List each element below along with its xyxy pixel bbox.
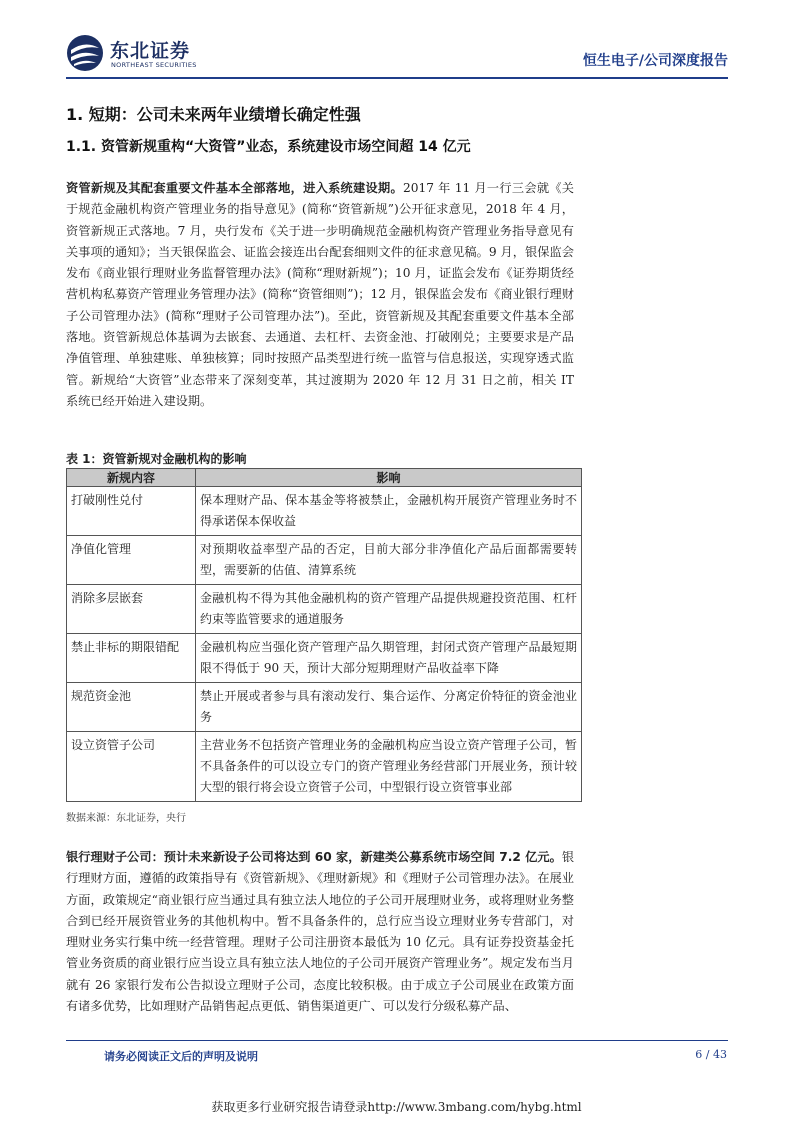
header-divider xyxy=(66,77,728,79)
download-note: 获取更多行业研究报告请登录http://www.3mbang.com/hybg.html xyxy=(211,1100,582,1114)
paragraph-body: 2017 年 11 月一行三会就《关于规范金融机构资产管理业务的指导意见》(简称“资管新规”)公开征求意见，2018 年 4 月，资管新规正式落地。7 月，央行发布《关于进一步明确规范金融机构资产管理业务指导意见有关事项的通知》；当天银保监会、证监会接连出台配套细则文件的征求意见稿。9 月，银保监会发布《商业银行理财业务监督管理办法》(简称“理财新规”)；10 月，证监会发布《证券期货经营机构私募资产管理业务管理办法》(简称“资管细则”)；12 月，银保监会发布《商业银行理财子公司管理办法》(简称“理财子公司管理办法”)。至此，资管新规及其配套重要文件基本全部落地。资管新规总体基调为去嵌套、去通道、去杠杆、去资金池、打破刚兑；主要要求是产品净值管理、单独建账、单独核算；同时按照产品类型进行统一监管与信息报送，实现穿透式监管。新规给“大资管”业态带来了深刻变革，其过渡期为 2020 年 12 月 31 日之前，相关 IT 系统已经开始进入建设期。 xyxy=(66,181,574,408)
table-row xyxy=(67,536,582,585)
table-caption: 表 1：资管新规对金融机构的影响 xyxy=(66,452,247,466)
impact-cell: 保本理财产品、保本基金等将被禁止，金融机构开展资产管理业务时不得承诺保本保收益 xyxy=(196,487,582,536)
table-row xyxy=(67,487,582,536)
impact-cell: 主营业务不包括资产管理业务的金融机构应当设立资产管理子公司，暂不具备条件的可以设立专门的资产管理业务经营部门开展业务，预计较大型的银行将会设立资管子公司，中型银行设立资管事业部 xyxy=(196,732,582,802)
impact-cell: 金融机构不得为其他金融机构的资产管理产品提供规避投资范围、杠杆约束等监管要求的通道服务 xyxy=(196,585,582,634)
section-heading: 1. 短期：公司未来两年业绩增长确定性强 xyxy=(66,105,361,124)
page-number: 6 / 43 xyxy=(695,1048,727,1061)
footer-disclaimer: 请务必阅读正文后的声明及说明 xyxy=(104,1050,258,1063)
paragraph-asset-management-rules xyxy=(66,178,574,412)
impact-cell: 金融机构应当强化资产管理产品久期管理，封闭式资产管理产品最短期限不得低于 90 天，预计大部分短期理财产品收益率下降 xyxy=(196,634,582,683)
table-row xyxy=(67,732,582,802)
rule-cell: 打破刚性兑付 xyxy=(67,487,196,536)
table-header-row xyxy=(67,469,582,487)
logo-text-cn: 东北证券 xyxy=(110,40,191,62)
rule-cell: 规范资金池 xyxy=(67,683,196,732)
column-header-rule: 新规内容 xyxy=(67,469,196,487)
table-row xyxy=(67,683,582,732)
paragraph-bank-wealth-subsidiary xyxy=(66,847,574,1017)
logo-text-en: NORTHEAST SECURITIES xyxy=(111,61,197,69)
paragraph-lead: 资管新规及其配套重要文件基本全部落地，进入系统建设期。 xyxy=(66,181,403,195)
footer-divider xyxy=(66,1040,728,1041)
report-label: 恒生电子/公司深度报告 xyxy=(582,53,728,69)
paragraph-lead: 银行理财子公司：预计未来新设子公司将达到 60 家，新建类公募系统市场空间 7.2 亿元。 xyxy=(66,850,562,864)
impact-cell: 对预期收益率型产品的否定，目前大部分非净值化产品后面都需要转型，需要新的估值、清算系统 xyxy=(196,536,582,585)
rule-cell: 净值化管理 xyxy=(67,536,196,585)
subsection-heading: 1.1. 资管新规重构“大资管”业态，系统建设市场空间超 14 亿元 xyxy=(66,139,471,155)
paragraph-body: 银行理财方面，遵循的政策指导有《资管新规》、《理财新规》和《理财子公司管理办法》。在展业方面，政策规定“商业银行应当通过具有独立法人地位的子公司开展理财业务，或将理财业务整合到已经开展资管业务的其他机构中。暂不具备条件的，总行应当设立理财业务专营部门，对理财业务实行集中统一经营管理。理财子公司注册资本最低为 10 亿元。具有证券投资基金托管业务资质的商业银行应当设立具有独立法人地位的子公司开展资产管理业务”。规定发布当月就有 26 家银行发布公告拟设立理财子公司，态度比较积极。由于成立子公司展业在政策方面有诸多优势，比如理财产品销售起点更低、销售渠道更广、可以发行分级私募产品、 xyxy=(66,850,574,1014)
table-source: 数据来源：东北证券，央行 xyxy=(66,813,186,824)
logo-mark-icon xyxy=(66,34,104,72)
column-header-impact: 影响 xyxy=(196,469,582,487)
impact-table xyxy=(66,468,582,802)
table-row xyxy=(67,585,582,634)
rule-cell: 禁止非标的期限错配 xyxy=(67,634,196,683)
page-header xyxy=(66,30,728,76)
impact-cell: 禁止开展或者参与具有滚动发行、集合运作、分离定价特征的资金池业务 xyxy=(196,683,582,732)
rule-cell: 消除多层嵌套 xyxy=(67,585,196,634)
table-row xyxy=(67,634,582,683)
company-logo xyxy=(66,34,226,74)
rule-cell: 设立资管子公司 xyxy=(67,732,196,802)
